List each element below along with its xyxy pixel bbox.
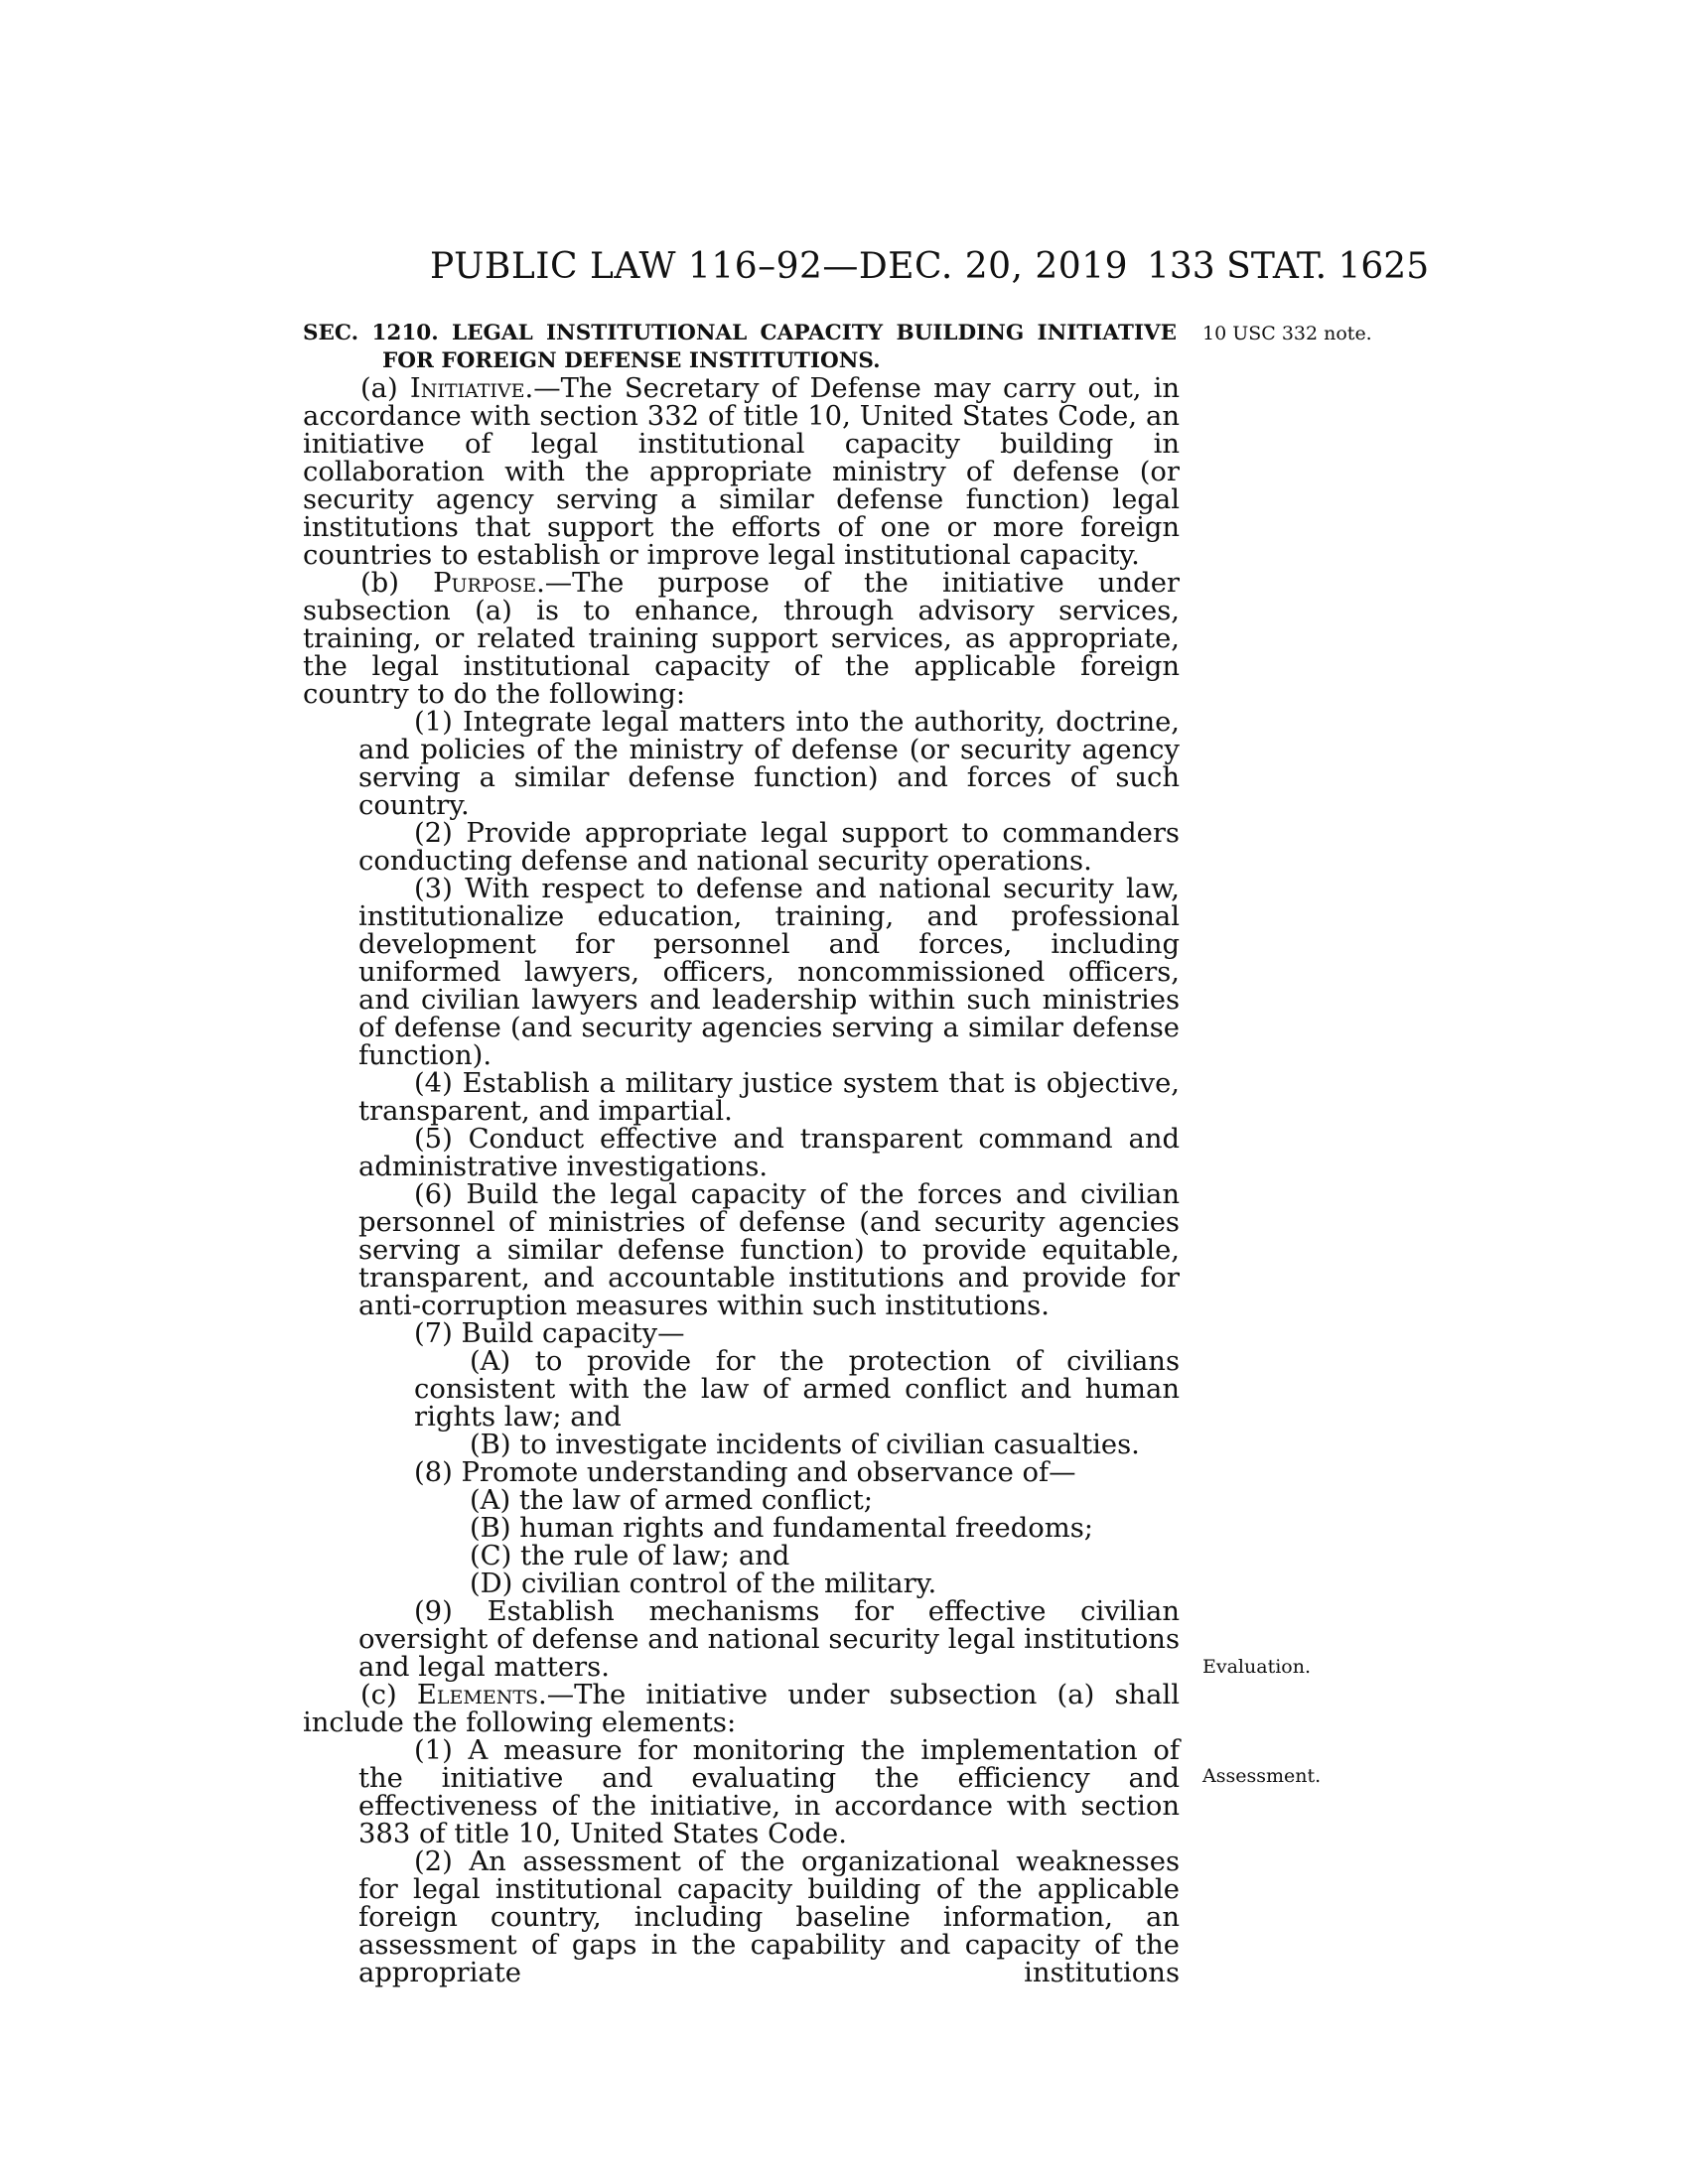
paragraph-b8A: (A) the law of armed conflict; [470, 1485, 873, 1516]
paragraph-b7: (7) Build capacity— [414, 1318, 685, 1349]
paragraph-b8B: (B) human rights and fundamental freedoms; [470, 1513, 1093, 1544]
paragraph-b1: (1) Integrate legal matters into the authority, doctrine, and policies of the ministry of defense (or security agency serving a similar defense function) and forces of such country. [358, 707, 1180, 821]
page-stat-number: 133 STAT. 1625 [1147, 246, 1430, 287]
section-heading-line2: FOR FOREIGN DEFENSE INSTITUTIONS. [382, 348, 881, 373]
margin-note-assessment: Assessment. [1202, 1765, 1322, 1787]
paragraph-b4: (4) Establish a military justice system that is objective, transparent, and impartial. [358, 1068, 1180, 1127]
paragraph-c1: (1) A measure for monitoring the implementation of the initiative and evaluating the efficiency and effectiveness of the initiative, in accordance with section 383 of title 10, United States Code. [358, 1735, 1180, 1849]
paragraph-b7B: (B) to investigate incidents of civilian casualties. [470, 1430, 1140, 1460]
paragraph-b8C: (C) the rule of law; and [470, 1541, 790, 1571]
paragraph-b6: (6) Build the legal capacity of the forces and civilian personnel of ministries of defense (and security agencies serving a similar defense function) to provide equitable, transparent, and accountable institutions and provide for anti-corruption measures within such institutions. [358, 1179, 1180, 1321]
paragraph-b5: (5) Conduct effective and transparent command and administrative investigations. [358, 1124, 1180, 1182]
section-heading [303, 320, 1177, 375]
paragraph-b3: (3) With respect to defense and national security law, institutionalize education, training, and professional development for personnel and forces, including uniformed lawyers, officers, noncommissioned officers, and civilian lawyers and leadership within such ministries of defense (and security agencies serving a similar defense function). [358, 874, 1180, 1071]
running-header-title: PUBLIC LAW 116–92—DEC. 20, 2019 [430, 246, 1129, 287]
paragraph-c2: (2) An assessment of the organizational weaknesses for legal institutional capacity building of the applicable foreign country, including baseline information, an assessment of gaps in the capability and capacity of the appropriate institutions [358, 1846, 1180, 1988]
subsection-c: (c) Elements.—The initiative under subsection (a) shall include the following elements: [303, 1680, 1180, 1738]
subsection-a: (a) Initiative.—The Secretary of Defense may carry out, in accordance with section 332 of title 10, United States Code, an initiative of legal institutional capacity building in collaboration with the appropriate ministry of defense (or security agency serving a similar defense function) legal institutions that support the efforts of one or more foreign countries to establish or improve legal institutional capacity. [303, 373, 1180, 571]
paragraph-b2: (2) Provide appropriate legal support to commanders conducting defense and national security operations. [358, 818, 1180, 877]
paragraph-b8D: (D) civilian control of the military. [470, 1569, 937, 1599]
margin-note-usc: 10 USC 332 note. [1202, 323, 1372, 344]
document-body [303, 375, 1180, 1987]
paragraph-b8: (8) Promote understanding and observance of— [414, 1457, 1076, 1488]
paragraph-b9: (9) Establish mechanisms for effective civilian oversight of defense and national security legal institutions and legal matters. [358, 1596, 1180, 1683]
section-heading-line1: SEC. 1210. LEGAL INSTITUTIONAL CAPACITY BUILDING INITIATIVE [303, 321, 1177, 345]
subsection-b: (b) Purpose.—The purpose of the initiative under subsection (a) is to enhance, through advisory services, training, or related training support services, as appropriate, the legal institutional capacity of the applicable foreign country to do the following: [303, 568, 1180, 710]
margin-note-evaluation: Evaluation. [1202, 1656, 1311, 1678]
paragraph-b7A: (A) to provide for the protection of civilians consistent with the law of armed conflict and human rights law; and [414, 1346, 1180, 1433]
